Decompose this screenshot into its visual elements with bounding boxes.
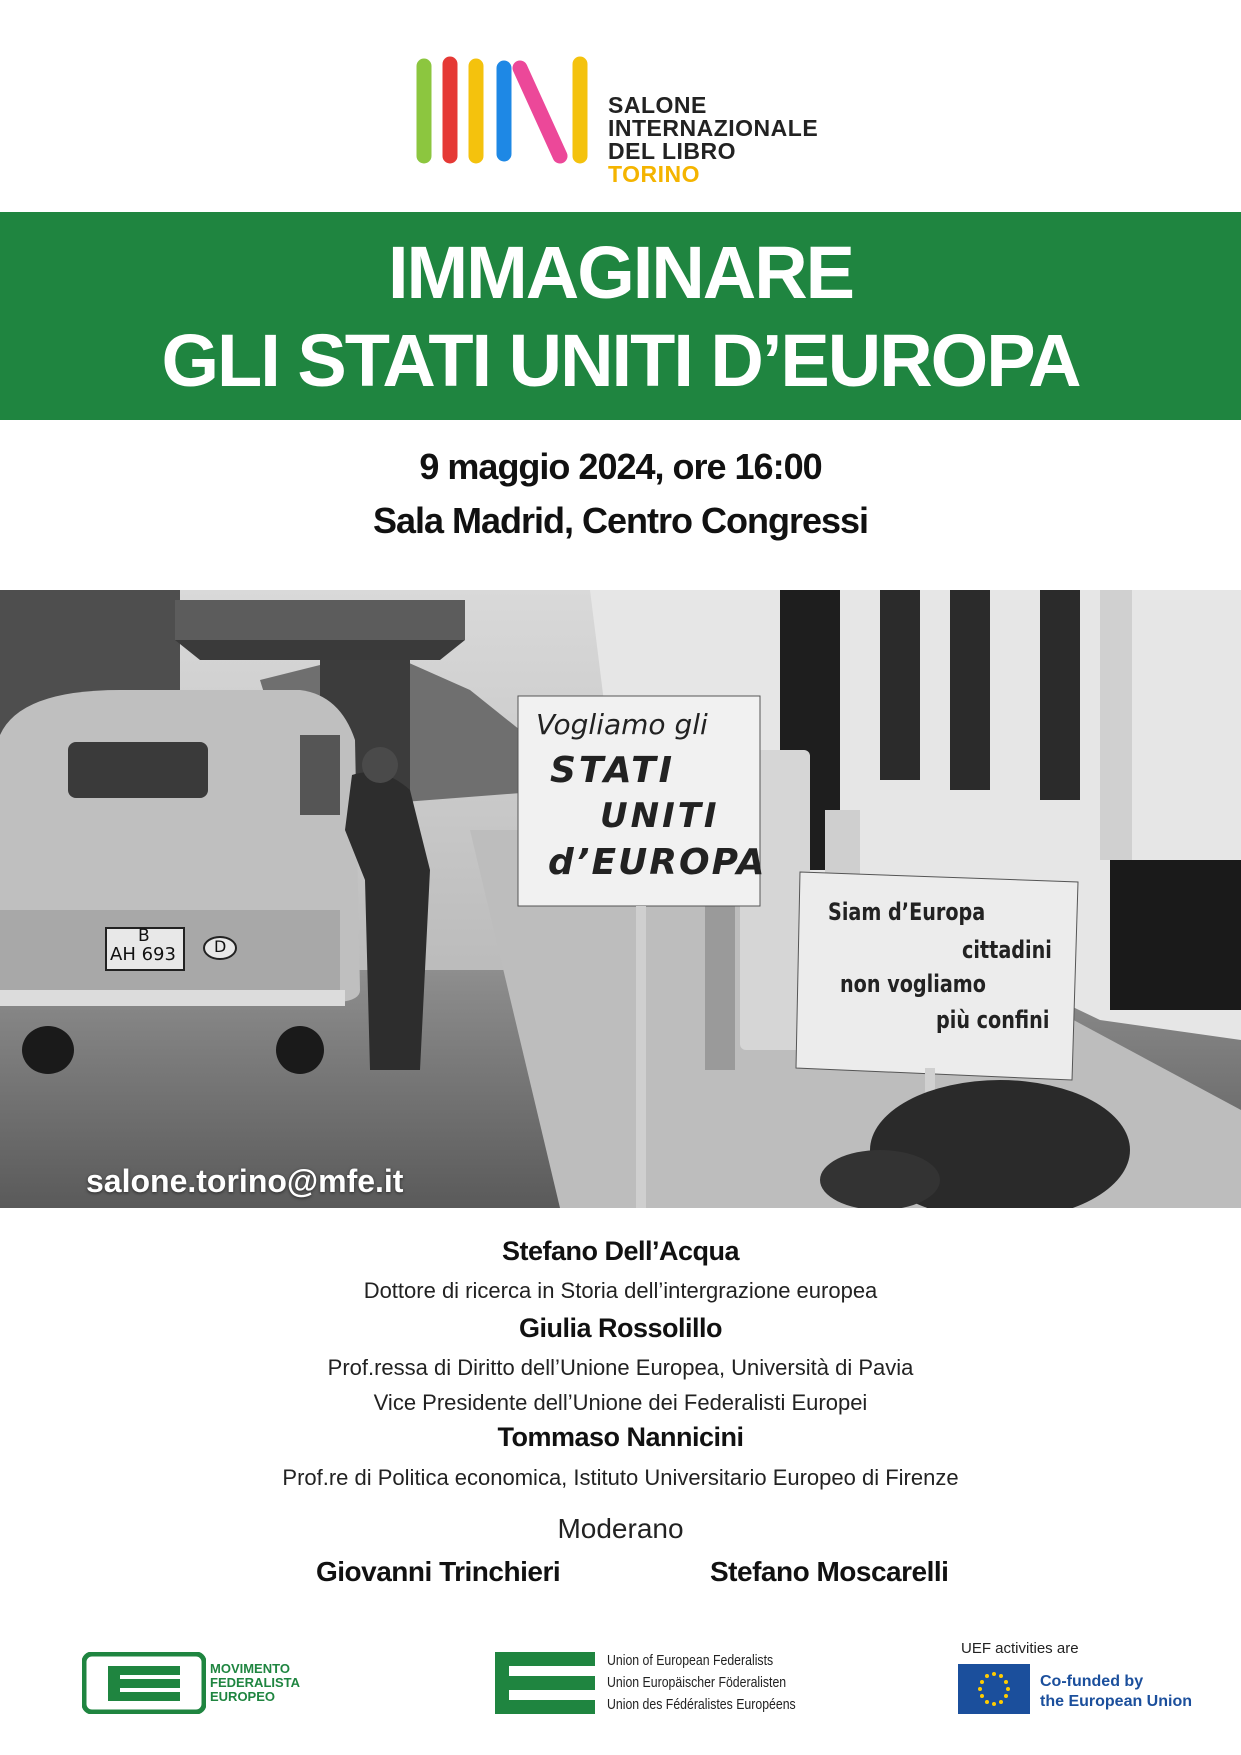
logo-del-libro: DEL LIBRO — [608, 138, 737, 164]
mfe-e-mark-icon — [82, 1652, 206, 1714]
sign1-line3: UNITI — [600, 796, 720, 836]
uef-line: Union des Fédéralistes Européens — [607, 1696, 796, 1713]
moderator-name: Giovanni Trinchieri — [316, 1556, 561, 1587]
speaker-name: Tommaso Nannicini — [497, 1422, 744, 1452]
event-date: 9 maggio 2024, ore 16:00 — [419, 446, 822, 487]
mfe-logo — [82, 1652, 312, 1714]
uef-line: Union of European Federalists — [607, 1652, 774, 1669]
eu-cofunding-block — [958, 1640, 1208, 1740]
plate-letter: B — [138, 926, 150, 946]
salone-color-bars-icon — [410, 56, 600, 168]
contact-email-link[interactable]: salone.torino@mfe.it — [86, 1163, 404, 1199]
logo-line-salone: SALONE — [608, 92, 707, 118]
eu-line: the European Union — [1040, 1693, 1192, 1710]
sign2-line3: non vogliamo — [840, 970, 986, 998]
title-banner — [0, 212, 1241, 420]
sign1-line4: d’EUROPA — [548, 842, 767, 883]
title-line-1: IMMAGINARE — [387, 231, 854, 314]
eu-flag-icon — [958, 1664, 1030, 1714]
photo-scene — [0, 590, 1241, 1208]
uef-e-mark-icon — [495, 1652, 595, 1714]
moderano-label: Moderano — [557, 1513, 684, 1544]
salone-libro-logo — [410, 56, 830, 187]
speaker-role: Dottore di ricerca in Storia dell’intergrazione europea — [363, 1278, 878, 1303]
title-line-2: GLI STATI UNITI D’EUROPA — [161, 319, 1080, 402]
sign1-line1: Vogliamo gli — [536, 708, 708, 741]
speaker-role: Prof.re di Politica economica, Istituto Universitario Europeo di Firenze — [282, 1465, 959, 1490]
logo-line-del-libro — [608, 140, 830, 186]
speaker-role: Vice Presidente dell’Unione dei Federalisti Europei — [373, 1390, 868, 1415]
logo-line-internazionale: INTERNAZIONALE — [608, 115, 819, 141]
moderator-name: Stefano Moscarelli — [710, 1556, 949, 1587]
sign2-line4: più confini — [936, 1006, 1050, 1034]
eu-caption: UEF activities are — [961, 1640, 1079, 1657]
historic-photo — [0, 590, 1241, 1208]
sign1-line2: STATI — [550, 750, 676, 791]
country-badge: D — [214, 937, 227, 956]
event-venue: Sala Madrid, Centro Congressi — [372, 500, 869, 541]
speaker-name: Stefano Dell’Acqua — [501, 1236, 740, 1266]
uef-line: Union Europäischer Föderalisten — [607, 1674, 787, 1691]
sign2-line1: Siam d’Europa — [828, 898, 986, 926]
mfe-line: FEDERALISTA — [210, 1675, 301, 1690]
mfe-line: MOVIMENTO — [210, 1661, 290, 1676]
eu-line: Co-funded by — [1040, 1673, 1144, 1690]
logo-torino: TORINO — [608, 161, 701, 187]
uef-logo — [495, 1650, 815, 1716]
speaker-role: Prof.ressa di Diritto dell’Unione Europea, Università di Pavia — [327, 1355, 914, 1380]
sign2-line2: cittadini — [962, 936, 1052, 964]
mfe-line: EUROPEO — [210, 1689, 276, 1704]
speaker-name: Giulia Rossolillo — [518, 1313, 723, 1343]
plate-number: AH 693 — [110, 944, 176, 965]
